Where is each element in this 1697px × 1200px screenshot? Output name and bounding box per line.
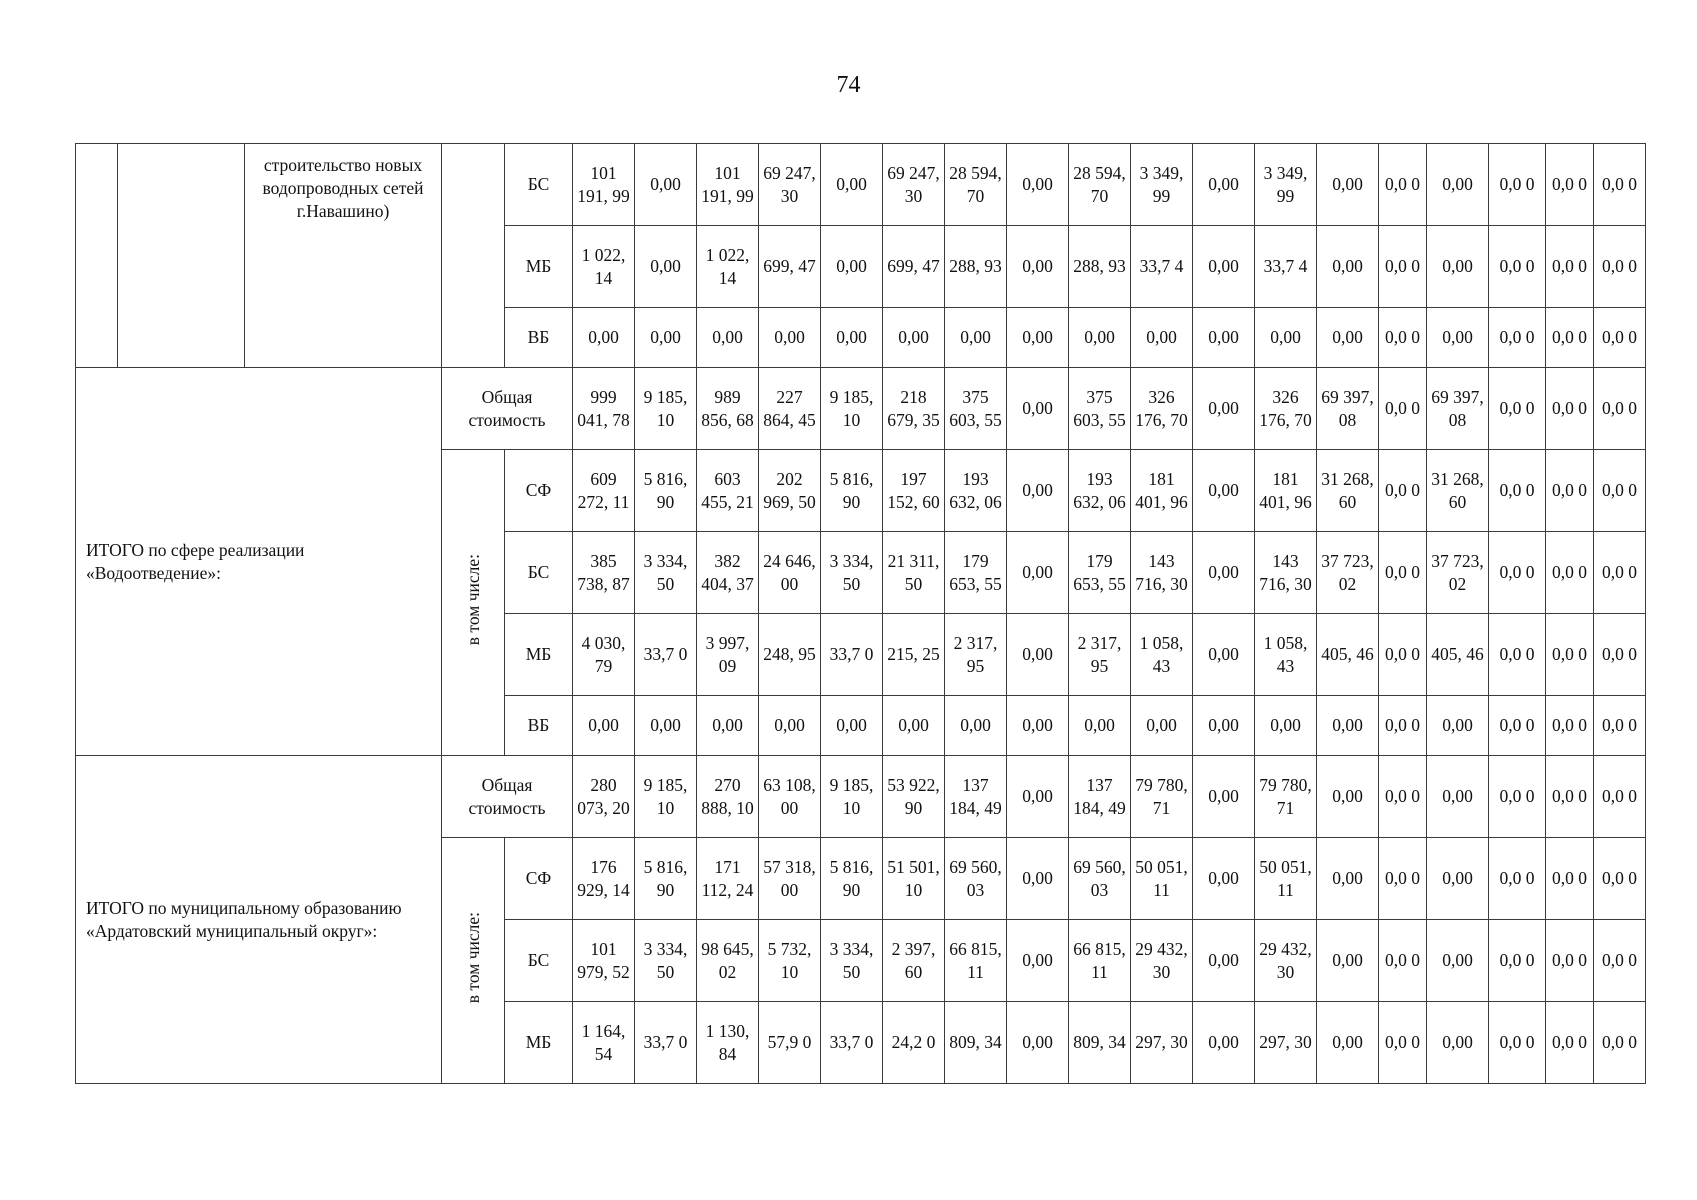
value-cell: 0,0 0 bbox=[1594, 920, 1646, 1002]
funding-source-code: СФ bbox=[505, 838, 573, 920]
value-cell: 197 152, 60 bbox=[883, 450, 945, 532]
value-cell: 69 247, 30 bbox=[759, 144, 821, 226]
value-cell: 5 816, 90 bbox=[821, 838, 883, 920]
value-cell: 0,0 0 bbox=[1489, 1002, 1546, 1084]
value-cell: 405, 46 bbox=[1427, 614, 1489, 696]
value-cell: 0,00 bbox=[1317, 756, 1379, 838]
value-cell: 288, 93 bbox=[945, 226, 1007, 308]
value-cell: 29 432, 30 bbox=[1131, 920, 1193, 1002]
value-cell: 1 058, 43 bbox=[1255, 614, 1317, 696]
value-cell: 24,2 0 bbox=[883, 1002, 945, 1084]
value-cell: 609 272, 11 bbox=[573, 450, 635, 532]
value-cell: 270 888, 10 bbox=[697, 756, 759, 838]
value-cell: 66 815, 11 bbox=[1069, 920, 1131, 1002]
value-cell: 176 929, 14 bbox=[573, 838, 635, 920]
value-cell: 297, 30 bbox=[1255, 1002, 1317, 1084]
table-row-total bbox=[76, 368, 1646, 450]
value-cell: 0,00 bbox=[1427, 838, 1489, 920]
value-cell: 0,00 bbox=[1317, 144, 1379, 226]
value-cell: 999 041, 78 bbox=[573, 368, 635, 450]
including-label: в том числе: bbox=[462, 912, 483, 1004]
value-cell: 0,00 bbox=[1193, 1002, 1255, 1084]
value-cell: 37 723, 02 bbox=[1317, 532, 1379, 614]
value-cell: 0,0 0 bbox=[1594, 450, 1646, 532]
including-cell bbox=[442, 450, 505, 756]
value-cell: 3 334, 50 bbox=[635, 920, 697, 1002]
value-cell: 0,00 bbox=[883, 696, 945, 756]
value-cell: 0,00 bbox=[1193, 450, 1255, 532]
value-cell: 0,00 bbox=[1255, 696, 1317, 756]
value-cell: 218 679, 35 bbox=[883, 368, 945, 450]
value-cell: 0,00 bbox=[1069, 696, 1131, 756]
value-cell: 33,7 4 bbox=[1131, 226, 1193, 308]
value-cell: 0,0 0 bbox=[1489, 838, 1546, 920]
including-cell bbox=[442, 838, 505, 1084]
value-cell: 0,0 0 bbox=[1594, 756, 1646, 838]
value-cell: 0,0 0 bbox=[1594, 696, 1646, 756]
table-row-total bbox=[76, 756, 1646, 838]
value-cell: 0,0 0 bbox=[1489, 450, 1546, 532]
including-label: в том числе: bbox=[462, 554, 483, 646]
value-cell: 0,0 0 bbox=[1546, 696, 1594, 756]
value-cell: 0,00 bbox=[1193, 838, 1255, 920]
value-cell: 51 501, 10 bbox=[883, 838, 945, 920]
value-cell: 181 401, 96 bbox=[1255, 450, 1317, 532]
value-cell: 0,00 bbox=[1193, 532, 1255, 614]
value-cell: 0,00 bbox=[759, 696, 821, 756]
value-cell: 0,00 bbox=[1427, 756, 1489, 838]
municipal-total-block bbox=[76, 756, 1646, 1084]
value-cell: 0,0 0 bbox=[1489, 144, 1546, 226]
value-cell: 0,00 bbox=[1007, 920, 1069, 1002]
value-cell: 0,00 bbox=[573, 308, 635, 368]
value-cell: 0,0 0 bbox=[1379, 532, 1427, 614]
value-cell: 0,00 bbox=[1007, 614, 1069, 696]
value-cell: 0,00 bbox=[697, 308, 759, 368]
value-cell: 989 856, 68 bbox=[697, 368, 759, 450]
value-cell: 699, 47 bbox=[759, 226, 821, 308]
value-cell: 809, 34 bbox=[945, 1002, 1007, 1084]
value-cell: 0,00 bbox=[945, 308, 1007, 368]
value-cell: 0,00 bbox=[635, 308, 697, 368]
value-cell: 0,00 bbox=[1427, 920, 1489, 1002]
value-cell: 0,00 bbox=[1007, 308, 1069, 368]
value-cell: 0,00 bbox=[1193, 696, 1255, 756]
object-cell bbox=[118, 144, 245, 368]
value-cell: 0,00 bbox=[821, 696, 883, 756]
value-cell: 227 864, 45 bbox=[759, 368, 821, 450]
value-cell: 101 191, 99 bbox=[573, 144, 635, 226]
value-cell: 0,0 0 bbox=[1489, 614, 1546, 696]
value-cell: 57,9 0 bbox=[759, 1002, 821, 1084]
value-cell: 0,00 bbox=[1193, 756, 1255, 838]
value-cell: 0,00 bbox=[1131, 308, 1193, 368]
value-cell: 0,0 0 bbox=[1379, 308, 1427, 368]
value-cell: 21 311, 50 bbox=[883, 532, 945, 614]
total-cost-label: Общая стоимость bbox=[442, 368, 573, 450]
value-cell: 0,00 bbox=[697, 696, 759, 756]
value-cell: 0,00 bbox=[1317, 308, 1379, 368]
total-cost-label: Общая стоимость bbox=[442, 756, 573, 838]
value-cell: 9 185, 10 bbox=[821, 756, 883, 838]
value-cell: 143 716, 30 bbox=[1131, 532, 1193, 614]
value-cell: 0,0 0 bbox=[1489, 226, 1546, 308]
funding-source-code: ВБ bbox=[505, 696, 573, 756]
funding-source-code: БС bbox=[505, 144, 573, 226]
value-cell: 31 268, 60 bbox=[1427, 450, 1489, 532]
value-cell: 0,0 0 bbox=[1489, 696, 1546, 756]
value-cell: 50 051, 11 bbox=[1255, 838, 1317, 920]
value-cell: 0,0 0 bbox=[1546, 532, 1594, 614]
value-cell: 699, 47 bbox=[883, 226, 945, 308]
funding-source-code: БС bbox=[505, 532, 573, 614]
value-cell: 0,0 0 bbox=[1546, 226, 1594, 308]
value-cell: 0,00 bbox=[635, 144, 697, 226]
value-cell: 179 653, 55 bbox=[1069, 532, 1131, 614]
value-cell: 0,00 bbox=[821, 226, 883, 308]
value-cell: 24 646, 00 bbox=[759, 532, 821, 614]
value-cell: 0,0 0 bbox=[1594, 614, 1646, 696]
value-cell: 0,0 0 bbox=[1594, 226, 1646, 308]
value-cell: 9 185, 10 bbox=[635, 756, 697, 838]
value-cell: 215, 25 bbox=[883, 614, 945, 696]
value-cell: 0,00 bbox=[1007, 838, 1069, 920]
value-cell: 0,00 bbox=[1007, 144, 1069, 226]
value-cell: 0,00 bbox=[1193, 308, 1255, 368]
value-cell: 0,00 bbox=[1131, 696, 1193, 756]
value-cell: 0,00 bbox=[1007, 368, 1069, 450]
value-cell: 33,7 0 bbox=[635, 1002, 697, 1084]
value-cell: 405, 46 bbox=[1317, 614, 1379, 696]
value-cell: 280 073, 20 bbox=[573, 756, 635, 838]
value-cell: 0,00 bbox=[1007, 532, 1069, 614]
funding-source-code: СФ bbox=[505, 450, 573, 532]
value-cell: 28 594, 70 bbox=[1069, 144, 1131, 226]
value-cell: 0,0 0 bbox=[1379, 920, 1427, 1002]
value-cell: 3 349, 99 bbox=[1255, 144, 1317, 226]
value-cell: 0,0 0 bbox=[1594, 308, 1646, 368]
empty-cell bbox=[442, 144, 505, 368]
value-cell: 69 397, 08 bbox=[1317, 368, 1379, 450]
value-cell: 297, 30 bbox=[1131, 1002, 1193, 1084]
value-cell: 0,00 bbox=[1193, 144, 1255, 226]
value-cell: 179 653, 55 bbox=[945, 532, 1007, 614]
value-cell: 0,0 0 bbox=[1594, 532, 1646, 614]
value-cell: 0,00 bbox=[635, 226, 697, 308]
value-cell: 0,00 bbox=[945, 696, 1007, 756]
value-cell: 0,0 0 bbox=[1546, 308, 1594, 368]
value-cell: 79 780, 71 bbox=[1255, 756, 1317, 838]
value-cell: 9 185, 10 bbox=[635, 368, 697, 450]
value-cell: 0,0 0 bbox=[1546, 144, 1594, 226]
value-cell: 202 969, 50 bbox=[759, 450, 821, 532]
value-cell: 0,00 bbox=[1069, 308, 1131, 368]
sphere-total-block bbox=[76, 368, 1646, 756]
value-cell: 66 815, 11 bbox=[945, 920, 1007, 1002]
value-cell: 0,00 bbox=[1193, 920, 1255, 1002]
value-cell: 0,00 bbox=[1317, 838, 1379, 920]
value-cell: 0,0 0 bbox=[1489, 756, 1546, 838]
value-cell: 101 191, 99 bbox=[697, 144, 759, 226]
value-cell: 0,0 0 bbox=[1379, 696, 1427, 756]
value-cell: 63 108, 00 bbox=[759, 756, 821, 838]
value-cell: 0,0 0 bbox=[1379, 756, 1427, 838]
value-cell: 98 645, 02 bbox=[697, 920, 759, 1002]
value-cell: 0,0 0 bbox=[1489, 308, 1546, 368]
value-cell: 603 455, 21 bbox=[697, 450, 759, 532]
value-cell: 28 594, 70 bbox=[945, 144, 1007, 226]
summary-label: ИТОГО по сфере реализации «Водоотведение»: bbox=[76, 368, 442, 756]
value-cell: 31 268, 60 bbox=[1317, 450, 1379, 532]
value-cell: 0,00 bbox=[1007, 1002, 1069, 1084]
index-cell bbox=[76, 144, 118, 368]
value-cell: 0,0 0 bbox=[1379, 838, 1427, 920]
value-cell: 0,00 bbox=[1317, 920, 1379, 1002]
value-cell: 37 723, 02 bbox=[1427, 532, 1489, 614]
value-cell: 0,00 bbox=[1193, 614, 1255, 696]
value-cell: 69 397, 08 bbox=[1427, 368, 1489, 450]
value-cell: 0,00 bbox=[1427, 226, 1489, 308]
value-cell: 9 185, 10 bbox=[821, 368, 883, 450]
value-cell: 1 022, 14 bbox=[697, 226, 759, 308]
value-cell: 1 058, 43 bbox=[1131, 614, 1193, 696]
value-cell: 171 112, 24 bbox=[697, 838, 759, 920]
value-cell: 0,00 bbox=[1317, 1002, 1379, 1084]
value-cell: 1 130, 84 bbox=[697, 1002, 759, 1084]
value-cell: 33,7 0 bbox=[821, 1002, 883, 1084]
value-cell: 0,00 bbox=[821, 144, 883, 226]
value-cell: 137 184, 49 bbox=[1069, 756, 1131, 838]
value-cell: 181 401, 96 bbox=[1131, 450, 1193, 532]
value-cell: 0,0 0 bbox=[1379, 226, 1427, 308]
value-cell: 193 632, 06 bbox=[945, 450, 1007, 532]
value-cell: 101 979, 52 bbox=[573, 920, 635, 1002]
value-cell: 0,0 0 bbox=[1546, 838, 1594, 920]
value-cell: 0,00 bbox=[573, 696, 635, 756]
funding-source-code: ВБ bbox=[505, 308, 573, 368]
value-cell: 0,0 0 bbox=[1594, 144, 1646, 226]
value-cell: 33,7 0 bbox=[635, 614, 697, 696]
value-cell: 3 997, 09 bbox=[697, 614, 759, 696]
value-cell: 0,0 0 bbox=[1546, 756, 1594, 838]
project-description: строительство новых водопроводных сетей г.Навашино) bbox=[245, 144, 442, 368]
value-cell: 0,0 0 bbox=[1379, 144, 1427, 226]
value-cell: 5 816, 90 bbox=[635, 450, 697, 532]
page-number: 74 bbox=[836, 72, 861, 98]
value-cell: 2 317, 95 bbox=[945, 614, 1007, 696]
value-cell: 0,0 0 bbox=[1379, 450, 1427, 532]
value-cell: 57 318, 00 bbox=[759, 838, 821, 920]
value-cell: 69 560, 03 bbox=[945, 838, 1007, 920]
value-cell: 2 397, 60 bbox=[883, 920, 945, 1002]
value-cell: 3 334, 50 bbox=[821, 920, 883, 1002]
value-cell: 0,0 0 bbox=[1546, 450, 1594, 532]
value-cell: 385 738, 87 bbox=[573, 532, 635, 614]
funding-source-code: МБ bbox=[505, 1002, 573, 1084]
value-cell: 29 432, 30 bbox=[1255, 920, 1317, 1002]
value-cell: 809, 34 bbox=[1069, 1002, 1131, 1084]
value-cell: 33,7 4 bbox=[1255, 226, 1317, 308]
value-cell: 326 176, 70 bbox=[1131, 368, 1193, 450]
value-cell: 4 030, 79 bbox=[573, 614, 635, 696]
value-cell: 326 176, 70 bbox=[1255, 368, 1317, 450]
value-cell: 0,0 0 bbox=[1594, 838, 1646, 920]
value-cell: 0,00 bbox=[759, 308, 821, 368]
value-cell: 0,0 0 bbox=[1546, 614, 1594, 696]
value-cell: 0,00 bbox=[1007, 450, 1069, 532]
value-cell: 69 560, 03 bbox=[1069, 838, 1131, 920]
value-cell: 0,0 0 bbox=[1489, 920, 1546, 1002]
value-cell: 3 334, 50 bbox=[635, 532, 697, 614]
value-cell: 0,0 0 bbox=[1546, 368, 1594, 450]
value-cell: 3 349, 99 bbox=[1131, 144, 1193, 226]
value-cell: 0,0 0 bbox=[1379, 614, 1427, 696]
value-cell: 0,00 bbox=[1007, 756, 1069, 838]
value-cell: 53 922, 90 bbox=[883, 756, 945, 838]
value-cell: 0,0 0 bbox=[1489, 368, 1546, 450]
value-cell: 1 022, 14 bbox=[573, 226, 635, 308]
value-cell: 193 632, 06 bbox=[1069, 450, 1131, 532]
value-cell: 50 051, 11 bbox=[1131, 838, 1193, 920]
value-cell: 0,0 0 bbox=[1594, 1002, 1646, 1084]
value-cell: 5 732, 10 bbox=[759, 920, 821, 1002]
value-cell: 79 780, 71 bbox=[1131, 756, 1193, 838]
table-row bbox=[76, 144, 1646, 226]
value-cell: 0,00 bbox=[1427, 696, 1489, 756]
value-cell: 0,00 bbox=[635, 696, 697, 756]
value-cell: 2 317, 95 bbox=[1069, 614, 1131, 696]
value-cell: 0,0 0 bbox=[1594, 368, 1646, 450]
project-block bbox=[76, 144, 1646, 368]
funding-source-code: МБ bbox=[505, 226, 573, 308]
value-cell: 1 164, 54 bbox=[573, 1002, 635, 1084]
value-cell: 0,0 0 bbox=[1379, 368, 1427, 450]
value-cell: 248, 95 bbox=[759, 614, 821, 696]
value-cell: 143 716, 30 bbox=[1255, 532, 1317, 614]
value-cell: 5 816, 90 bbox=[821, 450, 883, 532]
value-cell: 0,00 bbox=[1427, 308, 1489, 368]
value-cell: 137 184, 49 bbox=[945, 756, 1007, 838]
value-cell: 0,00 bbox=[1317, 696, 1379, 756]
funding-source-code: МБ bbox=[505, 614, 573, 696]
budget-table bbox=[75, 143, 1646, 1084]
value-cell: 0,00 bbox=[1193, 226, 1255, 308]
value-cell: 0,00 bbox=[883, 308, 945, 368]
value-cell: 0,0 0 bbox=[1546, 1002, 1594, 1084]
value-cell: 0,00 bbox=[1255, 308, 1317, 368]
value-cell: 0,00 bbox=[1317, 226, 1379, 308]
value-cell: 288, 93 bbox=[1069, 226, 1131, 308]
value-cell: 33,7 0 bbox=[821, 614, 883, 696]
value-cell: 0,0 0 bbox=[1489, 532, 1546, 614]
value-cell: 0,00 bbox=[1427, 1002, 1489, 1084]
value-cell: 3 334, 50 bbox=[821, 532, 883, 614]
value-cell: 0,00 bbox=[1007, 696, 1069, 756]
value-cell: 5 816, 90 bbox=[635, 838, 697, 920]
value-cell: 0,0 0 bbox=[1546, 920, 1594, 1002]
value-cell: 375 603, 55 bbox=[945, 368, 1007, 450]
value-cell: 0,00 bbox=[1427, 144, 1489, 226]
value-cell: 375 603, 55 bbox=[1069, 368, 1131, 450]
funding-source-code: БС bbox=[505, 920, 573, 1002]
value-cell: 0,00 bbox=[1193, 368, 1255, 450]
summary-label: ИТОГО по муниципальному образованию «Ардатовский муниципальный округ»: bbox=[76, 756, 442, 1084]
value-cell: 69 247, 30 bbox=[883, 144, 945, 226]
value-cell: 0,00 bbox=[821, 308, 883, 368]
value-cell: 0,00 bbox=[1007, 226, 1069, 308]
value-cell: 0,0 0 bbox=[1379, 1002, 1427, 1084]
value-cell: 382 404, 37 bbox=[697, 532, 759, 614]
